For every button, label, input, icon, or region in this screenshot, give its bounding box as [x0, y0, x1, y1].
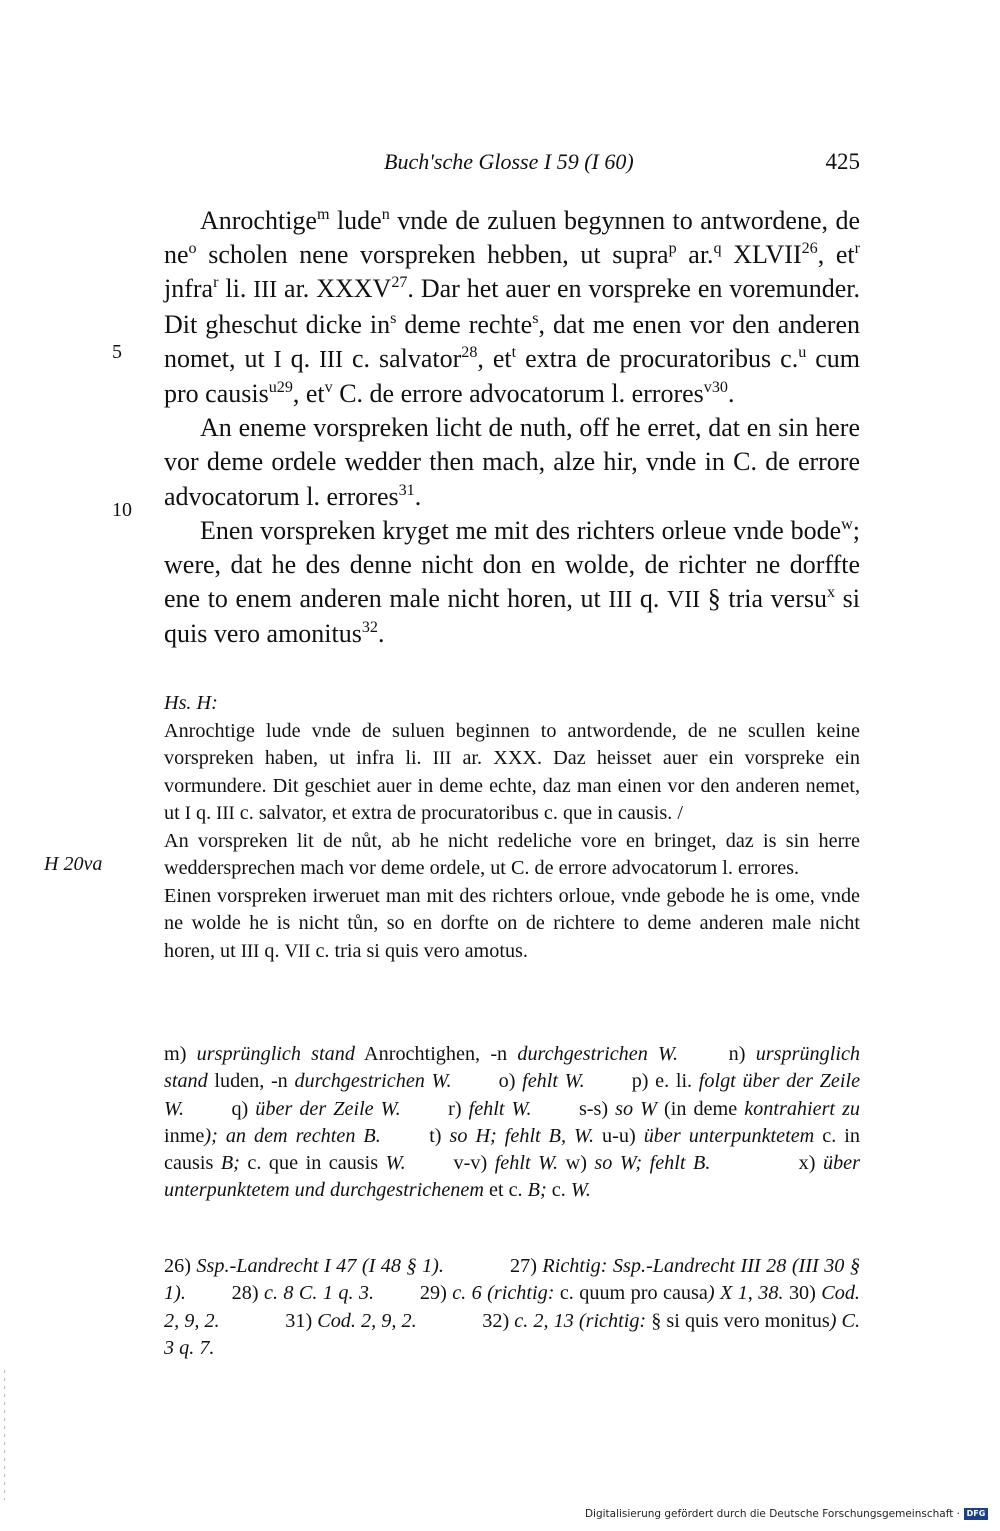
variant-text-hs-h	[164, 690, 860, 965]
main-paragraph-2: An eneme vorspreken licht de nuth, off he erret, dat en sin here vor deme ordele wedder then mach, alze hir, vnde in C. de errore advocatorum l. errores$^{31}$.	[164, 413, 860, 511]
dfg-logo-icon: DFG	[964, 1508, 988, 1520]
main-paragraph-1: Anrochtige$^m$ lude$^n$ vnde de zuluen begynnen to antwordene, de $ne^o$ scholen nene vorspreken hebben, ut supra$^p$ ar.$^q$ XLVII$^{26}$, $et^r$ jnfra$^r$ li. III ar. XXXV$^{27}$. Dar het auer en vorspreke en voremunder. Dit gheschut dicke $in^s$ deme rechte$^s$, dat me enen vor den anderen nomet, ut I q. III c. salvator$^{28}$, $et^t$ extra de procuratoribus c.$^u$ cum pro causis$^{u29}$, $et^v$ C. de errore advocatorum l. errores$^{v30}$.	[164, 206, 861, 409]
variant-paragraph-1: Anrochtige lude vnde de suluen beginnen to antwordende, de ne scullen keine vorspreken haben, ut infra li. III ar. XXX. Daz heisset auer ein vorspreke ein vormundere. Dit geschiet auer in deme echte, daz man einen vor den anderen nemet, ut I q. III c. salvator, et extra de procuratoribus c. que in causis. /	[164, 719, 861, 824]
main-text	[164, 204, 860, 652]
variant-label: Hs. H:	[164, 692, 218, 714]
page-number: 425	[825, 149, 860, 174]
footer-text: Digitalisierung gefördert durch die Deutsche Forschungsgemeinschaft ·	[584, 1508, 960, 1520]
variant-paragraph-2: An vorspreken lit de nůt, ab he nicht redeliche vore en bringet, daz is sin herre weddersprechen mach vor deme ordele, ut C. de errore advocatorum l. errores.	[164, 829, 860, 879]
running-title: Buch'sche Glosse I 59 (I 60)	[384, 149, 634, 174]
footnotes	[164, 1253, 860, 1362]
main-paragraph-3: Enen vorspreken kryget me mit des richters orleue vnde bode$^w$; were, dat he des denne nicht don en wolde, de richter ne dorffte ene to enem anderen male nicht horen, ut III q. VII § tria versu$^x$ si quis vero amonitus$^{32}$.	[164, 515, 861, 649]
critical-apparatus	[164, 1041, 860, 1205]
line-number-10: 10	[112, 499, 132, 521]
variant-paragraph-3: Einen vorspreken irweruet man mit des richters orloue, vnde gebode he is ome, vnde ne wolde he is nicht tůn, so en dorfte on de richtere to deme anderen male nicht horen, ut III q. VII c. tria si quis vero amotus.	[164, 884, 860, 962]
scan-edge-mark	[4, 1370, 5, 1500]
digitization-footer	[585, 1508, 988, 1520]
line-number-5: 5	[112, 341, 122, 363]
margin-note: H 20va	[44, 853, 103, 875]
apparatus-entries: m) ursprünglich stand Anrochtighen, -n durchgestrichen W. n) ursprünglich stand luden, -n durchgestrichen W. o) fehlt W. p) e. li. folgt über der Zeile W. q) über der Zeile W. r) fehlt W. s-s) so W (in deme kontrahiert zu inme); an dem rechten B. t) so H; fehlt B, W. u-u) über unterpunktetem c. in causis B; c. que in causis W. v-v) fehlt W. w) so W; fehlt B. x) über unterpunktetem und durchgestrichenem et c. B; c. W.	[164, 1043, 861, 1202]
footnote-entries: 26) Ssp.-Landrecht I 47 (I 48 § 1). 27) Richtig: Ssp.-Landrecht III 28 (III 30 § 1). 28) c. 8 C. 1 q. 3. 29) c. 6 (richtig: c. quum pro causa) X 1, 38. 30) Cod. 2, 9, 2. 31) Cod. 2, 9, 2. 32) c. 2, 13 (richtig: § si quis vero monitus) C. 3 q. 7.	[164, 1255, 861, 1359]
